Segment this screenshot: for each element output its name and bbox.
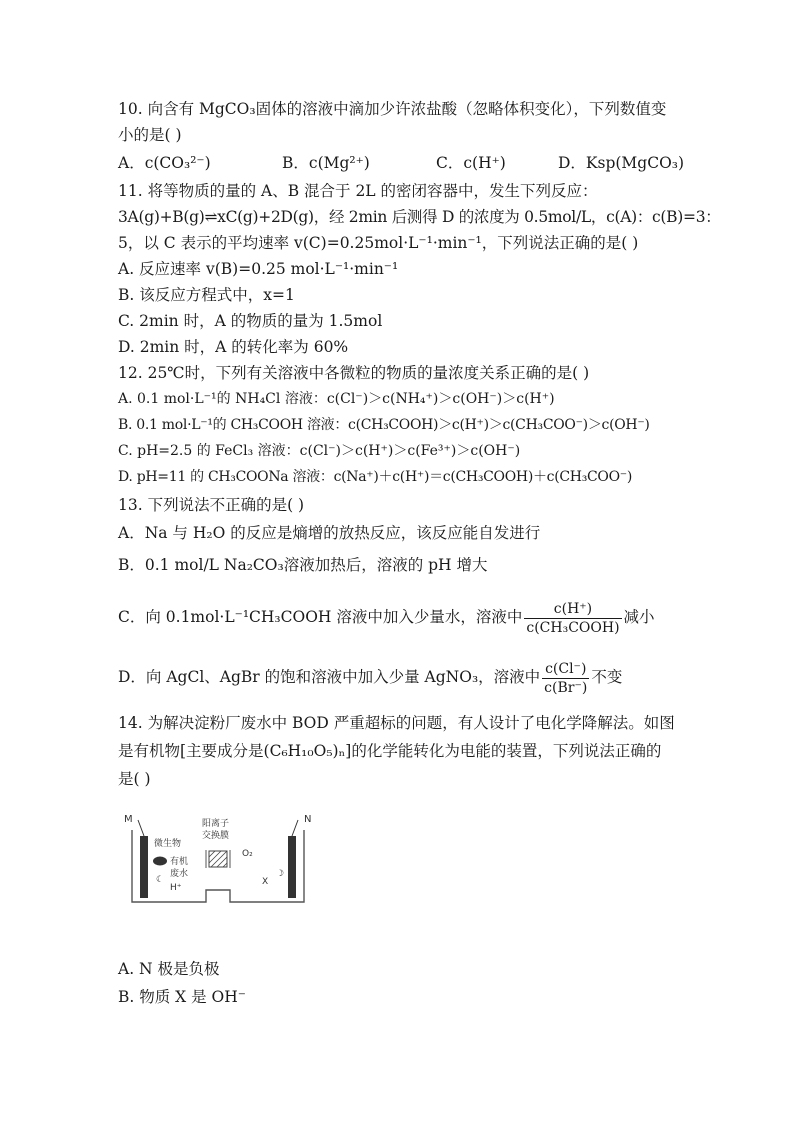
q11-option-b: B. 该反应方程式中，x=1	[118, 286, 295, 304]
q10-option-c: C．c(H⁺)	[436, 154, 506, 172]
q10-option-b: B．c(Mg²⁺)	[282, 154, 370, 172]
q11-stem-line-2: 3A(g)+B(g)⇌xC(g)+2D(g)，经 2min 后测得 D 的浓度为 0.5mol/L，c(A)：c(B)=3：	[118, 208, 721, 226]
q10-option-d: D．Ksp(MgCO₃)	[558, 154, 685, 172]
q12-stem: 12. 25℃时，下列有关溶液中各微粒的物质的量浓度关系正确的是( )	[118, 364, 590, 382]
q13-option-c-text: C．向 0.1mol·L⁻¹CH₃COOH 溶液中加入少量水，溶液中	[118, 608, 523, 626]
label-wastewater: 废水	[170, 869, 189, 879]
q13-option-d	[118, 656, 688, 698]
q13-option-c-suffix: 减小	[623, 608, 655, 626]
q13-option-d-text: D．向 AgCl、AgBr 的饱和溶液中加入少量 AgNO₃，溶液中	[118, 668, 541, 686]
q13-stem: 13. 下列说法不正确的是( )	[118, 496, 305, 514]
q13-option-c-fraction	[524, 600, 621, 637]
microbe-icon	[153, 857, 167, 866]
label-microbe: 微生物	[154, 839, 182, 849]
label-oxygen: O₂	[242, 849, 253, 859]
fuel-cell-diagram	[118, 810, 318, 910]
q13-option-d-denominator: c(Br⁻)	[544, 679, 588, 696]
q13-option-c-denominator: c(CH₃COOH)	[526, 619, 620, 636]
q10-option-a: A．c(CO₃²⁻)	[118, 154, 211, 172]
q14-stem-line-1: 14. 为解决淀粉厂废水中 BOD 严重超标的问题，有人设计了电化学降解法。如图	[118, 714, 675, 732]
q11-option-c: C. 2min 时，A 的物质的量为 1.5mol	[118, 312, 383, 330]
q12-option-a: A. 0.1 mol·L⁻¹的 NH₄Cl 溶液：c(Cl⁻)＞c(NH₄⁺)＞c(OH⁻)＞c(H⁺)	[118, 391, 555, 407]
q13-option-a: A．Na 与 H₂O 的反应是熵增的放热反应，该反应能自发进行	[118, 524, 541, 542]
q14-option-a: A. N 极是负极	[118, 960, 220, 978]
electrode-m-lead	[138, 820, 144, 836]
q11-option-d: D. 2min 时，A 的转化率为 60%	[118, 338, 349, 356]
label-membrane-1: 阳离子	[202, 819, 230, 829]
right-swirl-icon: ☽	[276, 869, 285, 879]
electrode-n-lead	[292, 820, 298, 836]
cation-exchange-membrane	[209, 851, 227, 867]
q14-stem-line-2: 是有机物[主要成分是(C₆H₁₀O₅)ₙ]的化学能转化为电能的装置，下列说法正确的	[118, 742, 662, 760]
q13-option-c-numerator: c(H⁺)	[553, 600, 593, 617]
q13-option-d-fraction	[542, 660, 589, 697]
q11-stem-line-1: 11. 将等物质的量的 A、B 混合于 2L 的密闭容器中，发生下列反应：	[118, 182, 598, 200]
q13-option-b: B．0.1 mol/L Na₂CO₃溶液加热后，溶液的 pH 增大	[118, 556, 488, 574]
label-electrode-m: M	[124, 814, 133, 825]
q13-option-c	[118, 596, 688, 638]
q12-option-b: B. 0.1 mol·L⁻¹的 CH₃COOH 溶液：c(CH₃COOH)＞c(H⁺)＞c(CH₃COO⁻)＞c(OH⁻)	[118, 417, 650, 433]
electrode-m	[140, 836, 148, 898]
q10-stem-line-1: 10. 向含有 MgCO₃固体的溶液中滴加少许浓盐酸（忽略体积变化），下列数值变	[118, 100, 667, 118]
label-x: X	[262, 877, 269, 887]
q13-option-d-numerator: c(Cl⁻)	[545, 660, 587, 677]
q11-option-a: A. 反应速率 v(B)=0.25 mol·L⁻¹·min⁻¹	[118, 260, 399, 278]
q13-option-d-suffix: 不变	[591, 668, 623, 686]
label-electrode-n: N	[304, 814, 312, 825]
q14-option-b: B. 物质 X 是 OH⁻	[118, 988, 246, 1006]
q11-stem-line-3: 5，以 C 表示的平均速率 v(C)=0.25mol·L⁻¹·min⁻¹，下列说法正确的是( )	[118, 234, 639, 252]
label-organic: 有机	[170, 857, 189, 867]
electrode-n	[288, 836, 296, 898]
left-swirl-icon: ☾	[156, 875, 165, 885]
label-membrane-2: 交换膜	[202, 831, 230, 841]
label-h-plus: H⁺	[170, 883, 182, 893]
q10-stem-line-2: 小的是( )	[118, 126, 182, 144]
q14-stem-line-3: 是( )	[118, 770, 151, 788]
q12-option-d: D. pH=11 的 CH₃COONa 溶液：c(Na⁺)＋c(H⁺)＝c(CH₃COOH)＋c(CH₃COO⁻)	[118, 469, 633, 485]
q12-option-c: C. pH=2.5 的 FeCl₃ 溶液：c(Cl⁻)＞c(H⁺)＞c(Fe³⁺)＞c(OH⁻)	[118, 443, 521, 459]
